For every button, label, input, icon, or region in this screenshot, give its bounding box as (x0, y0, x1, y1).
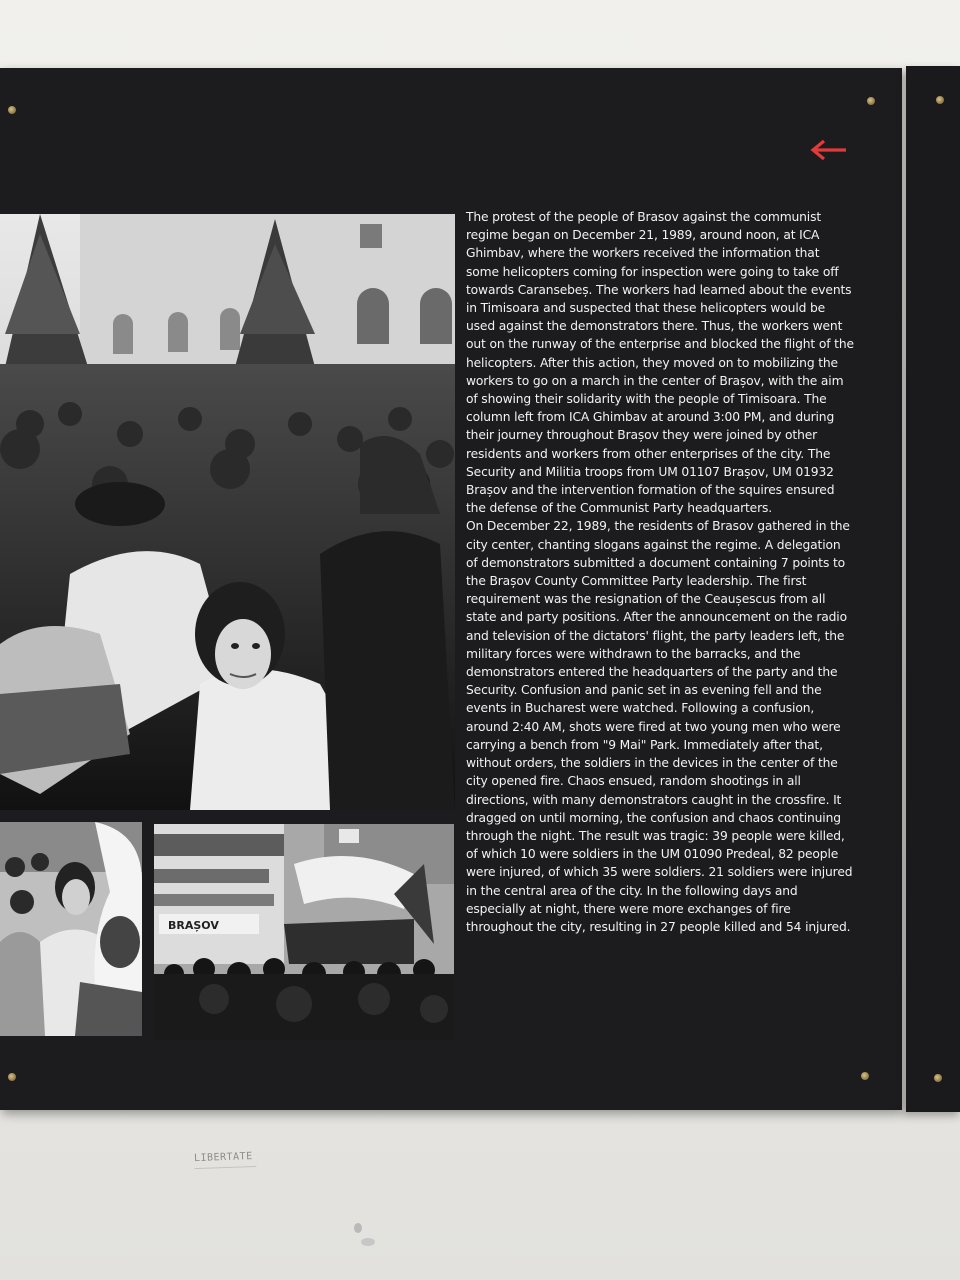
paragraph-december-21: The protest of the people of Brasov against the communist regime began on December 21, 1989, around noon, at ICA Ghimbav, where the workers received the information that some helicopters coming for inspection were going to take off towards Caransebeș. The workers had learned about the events in Timisoara and suspected that these helicopters would be used against the demonstrators there. Thus, the workers went out on the runway of the enterprise and blocked the flight of the helicopters. After this action, they moved on to mobilizing the workers to go on a march in the center of Brașov, with the aim of showing their solidarity with the people of Timisoara. The column left from ICA Ghimbav at around 3:00 PM, and during their journey throughout Brașov they were joined by other residents and workers from other enterprises of the city. The Security and Militia troops from UM 01107 Brașov, UM 01932 Brașov and the intervention formation of the squires ensured the defense of the Communist Party headquarters. (466, 210, 854, 516)
screw-icon (8, 106, 16, 114)
arrow-left-icon (808, 134, 848, 166)
exhibit-text (466, 208, 854, 936)
wall-stamp: LIBERTATE (194, 1148, 257, 1169)
brasov-sign: BRAȘOV (168, 919, 219, 932)
screw-icon (8, 1073, 16, 1081)
screw-icon (934, 1074, 942, 1082)
wall-mark (350, 1222, 380, 1252)
screw-icon (861, 1072, 869, 1080)
brasov-square-photo (154, 824, 454, 1040)
adjacent-exhibit-panel (906, 66, 960, 1112)
paragraph-december-22: On December 22, 1989, the residents of Brasov gathered in the city center, chanting slogans against the regime. A delegation of demonstrators submitted a document containing 7 points to the Brașov County Committee Party leadership. The first requirement was the resignation of the Ceaușescus from all state and party positions. After the announcement on the radio and television of the dictators' flight, the party leaders left, the military forces were withdrawn to the barracks, and the demonstrators entered the headquarters of the party and the Security. Confusion and panic set in as evening fell and the events in Bucharest were watched. Following a confusion, around 2:40 AM, shots were fired at two young men who were carrying a bench from "9 Mai" Park. Immediately after that, without orders, the soldiers in the devices in the center of the city opened fire. Chaos ensued, random shootings in all directions, with many demonstrators caught in the crossfire. It dragged on until morning, the confusion and chaos continuing through the night. The result was tragic: 39 people were killed, of which 10 were soldiers in the UM 01090 Predeal, 82 people were injured, of which 35 were soldiers. 21 soldiers were injured in the central area of the city. In the following days and especially at night, there were more exchanges of fire throughout the city, resulting in 27 people killed and 54 injured. (466, 519, 853, 934)
screw-icon (867, 97, 875, 105)
screw-icon (936, 96, 944, 104)
crowd-photo (0, 214, 455, 810)
crowd-closeup-photo (0, 822, 142, 1036)
